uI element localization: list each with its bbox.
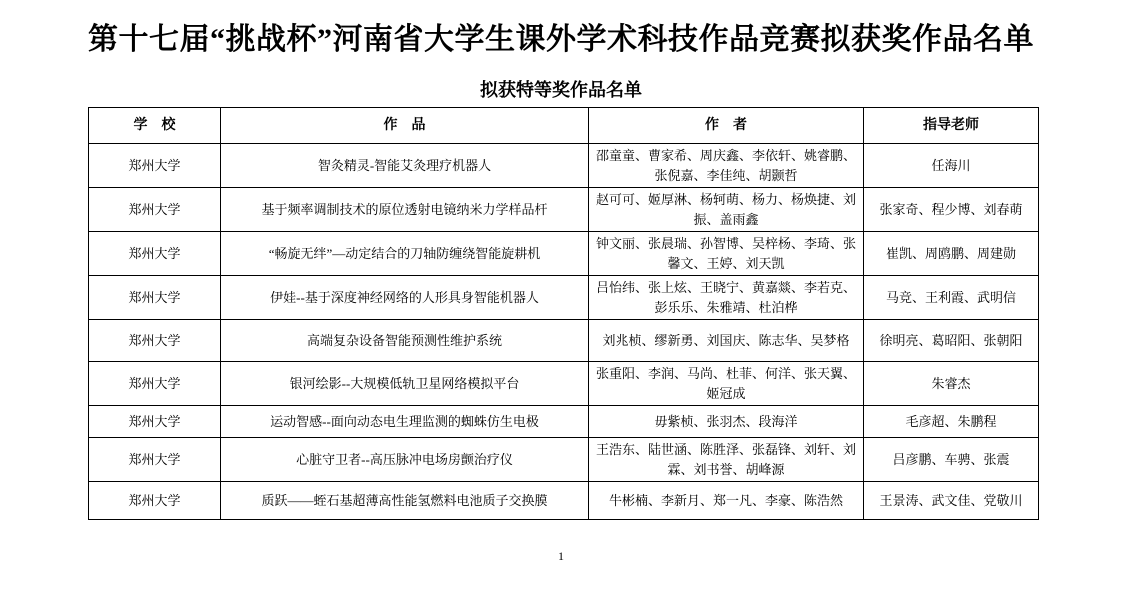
table-row [89,362,1039,406]
header-work: 作 品 [221,108,589,144]
cell-advisors: 马竞、王利霞、武明信 [864,276,1039,320]
cell-work: “畅旋无绊”—动定结合的刀轴防缠绕智能旋耕机 [221,232,589,276]
cell-school: 郑州大学 [89,406,221,438]
table-row [89,482,1039,520]
cell-work: 高端复杂设备智能预测性维护系统 [221,320,589,362]
cell-school: 郑州大学 [89,438,221,482]
cell-school: 郑州大学 [89,482,221,520]
cell-advisors: 徐明亮、葛昭阳、张朝阳 [864,320,1039,362]
table-row [89,320,1039,362]
cell-work: 心脏守卫者--高压脉冲电场房颤治疗仪 [221,438,589,482]
cell-work: 银河绘影--大规模低轨卫星网络模拟平台 [221,362,589,406]
cell-work: 伊娃--基于深度神经网络的人形具身智能机器人 [221,276,589,320]
cell-school: 郑州大学 [89,276,221,320]
cell-advisors: 张家奇、程少博、刘春萌 [864,188,1039,232]
table-row [89,144,1039,188]
cell-work: 智灸精灵-智能艾灸理疗机器人 [221,144,589,188]
table-row [89,232,1039,276]
page-number: 1 [558,549,564,563]
cell-advisors: 毛彦超、朱鹏程 [864,406,1039,438]
award-table [88,107,1039,520]
document-title: 第十七届“挑战杯”河南省大学生课外学术科技作品竞赛拟获奖作品名单 [88,23,1034,56]
cell-authors: 赵可可、姬厚淋、杨轲萌、杨力、杨焕捷、刘振、盖雨鑫 [589,188,864,232]
table-row [89,406,1039,438]
cell-school: 郑州大学 [89,232,221,276]
cell-work: 基于频率调制技术的原位透射电镜纳米力学样品杆 [221,188,589,232]
cell-authors: 刘兆桢、缪新勇、刘国庆、陈志华、吴梦格 [589,320,864,362]
header-authors: 作 者 [589,108,864,144]
cell-work: 质跃——蛭石基超薄高性能氢燃料电池质子交换膜 [221,482,589,520]
cell-school: 郑州大学 [89,188,221,232]
cell-authors: 钟文丽、张晨瑞、孙智博、吴梓杨、李琦、张馨文、王婷、刘天凯 [589,232,864,276]
header-advisors: 指导老师 [864,108,1039,144]
cell-school: 郑州大学 [89,362,221,406]
cell-advisors: 朱睿杰 [864,362,1039,406]
cell-authors: 牛彬楠、李新月、郑一凡、李豪、陈浩然 [589,482,864,520]
cell-advisors: 任海川 [864,144,1039,188]
table-row [89,438,1039,482]
cell-advisors: 王景涛、武文佳、党敬川 [864,482,1039,520]
cell-advisors: 吕彦鹏、车骋、张震 [864,438,1039,482]
cell-advisors: 崔凯、周鸥鹏、周建勋 [864,232,1039,276]
cell-work: 运动智感--面向动态电生理监测的蜘蛛仿生电极 [221,406,589,438]
section-subtitle: 拟获特等奖作品名单 [480,80,642,100]
table-row [89,188,1039,232]
cell-authors: 吕怡纬、张上炫、王晓宁、黄嘉燚、李若克、彭乐乐、朱雅靖、杜泊桦 [589,276,864,320]
cell-authors: 张重阳、李润、马尚、杜菲、何洋、张天翼、姬冠成 [589,362,864,406]
cell-authors: 毋紫桢、张羽杰、段海洋 [589,406,864,438]
table-row [89,276,1039,320]
header-school: 学 校 [89,108,221,144]
cell-authors: 王浩东、陆世涵、陈胜泽、张磊锋、刘轩、刘霖、刘书誉、胡峰源 [589,438,864,482]
cell-authors: 邵童童、曹家希、周庆鑫、李依轩、姚睿鹏、张倪嘉、李佳纯、胡颢哲 [589,144,864,188]
table-header-row [89,108,1039,144]
cell-school: 郑州大学 [89,320,221,362]
cell-school: 郑州大学 [89,144,221,188]
